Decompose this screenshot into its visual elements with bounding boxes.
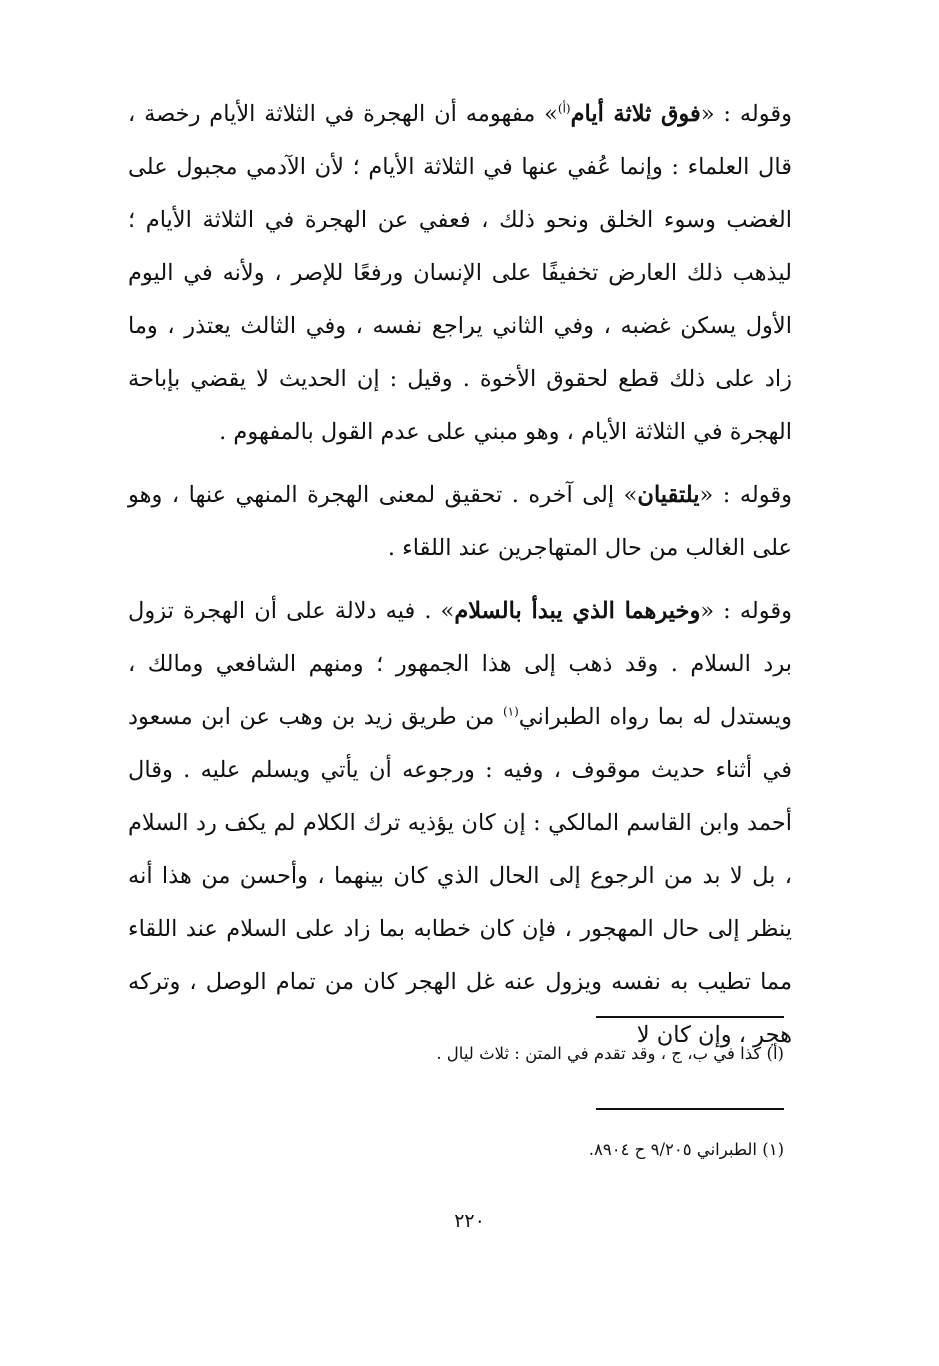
footnote-marker: (أ) (557, 101, 571, 116)
footnote-divider (596, 1108, 784, 1110)
main-text (128, 88, 792, 1062)
paragraph-best-of-them (128, 585, 792, 1062)
footnote-variant: (أ) كذا في ب، ج ، وقد تقدم في المتن : ثلاث ليال . (436, 1044, 784, 1063)
footnote-source: (١) الطبراني ٩/٢٠٥ ح ٨٩٠٤. (588, 1140, 784, 1159)
paragraph-text: » إلى آخره . تحقيق لمعنى الهجرة المنهي عنها ، وهو على الغالب من حال المتهاجرين عند اللقاء . (128, 482, 792, 561)
paragraph-text: » مفهومه أن الهجرة في الثلاثة الأيام رخصة ، قال العلماء : وإنما عُفي عنها في الثلاثة الأيام ؛ لأن الآدمي مجبول على الغضب وسوء الخلق ونحو ذلك ، فعفي عن الهجرة في الثلاثة الأيام ؛ ليذهب ذلك العارض تخفيفًا على الإنسان ورفعًا للإصر ، ولأنه في اليوم الأول يسكن غضبه ، وفي الثاني يراجع نفسه ، وفي الثالث يعتذر ، وما زاد على ذلك قطع لحقوق الأخوة . وقيل : إن الحديث لا يقضي بإباحة الهجرة في الثلاثة الأيام ، وهو مبني على عدم القول بالمفهوم . (128, 101, 792, 445)
hadith-quote: وخيرهما الذي يبدأ بالسلام (454, 598, 701, 624)
paragraph-text: وقوله : « (700, 101, 792, 127)
footnote-divider (596, 1016, 784, 1018)
paragraph-yaltaqiyan (128, 469, 792, 575)
paragraph-text: » . فيه دلالة على أن الهجرة تزول برد السلام . وقد ذهب إلى هذا الجمهور ؛ ومنهم الشافعي ومالك ، ويستدل له بما رواه الطبراني (128, 598, 793, 730)
paragraph-hijra-three-days (128, 88, 792, 459)
paragraph-text: وقوله : « (699, 482, 792, 508)
paragraph-text: وقوله : « (700, 598, 792, 624)
paragraph-text: من طريق زيد بن وهب عن ابن مسعود في أثناء حديث موقوف ، وفيه : ورجوعه أن يأتي ويسلم عليه . وقال أحمد وابن القاسم المالكي : إن كان يؤذيه ترك الكلام لم يكف رد السلام ، بل لا بد من الرجوع إلى الحال الذي كان بينهما ، وأحسن من هذا أنه ينظر إلى حال المهجور ، فإن كان خطابه بما زاد على السلام عند اللقاء مما تطيب به نفسه ويزول عنه غل الهجر كان من تمام الوصل ، وتركه هجر ، وإن كان لا (128, 704, 792, 1048)
hadith-quote: يلتقيان (637, 482, 700, 508)
footnote-marker: (١) (502, 704, 519, 719)
page-number: ٢٢٠ (454, 1210, 485, 1232)
hadith-quote: فوق ثلاثة أيام (570, 101, 701, 127)
